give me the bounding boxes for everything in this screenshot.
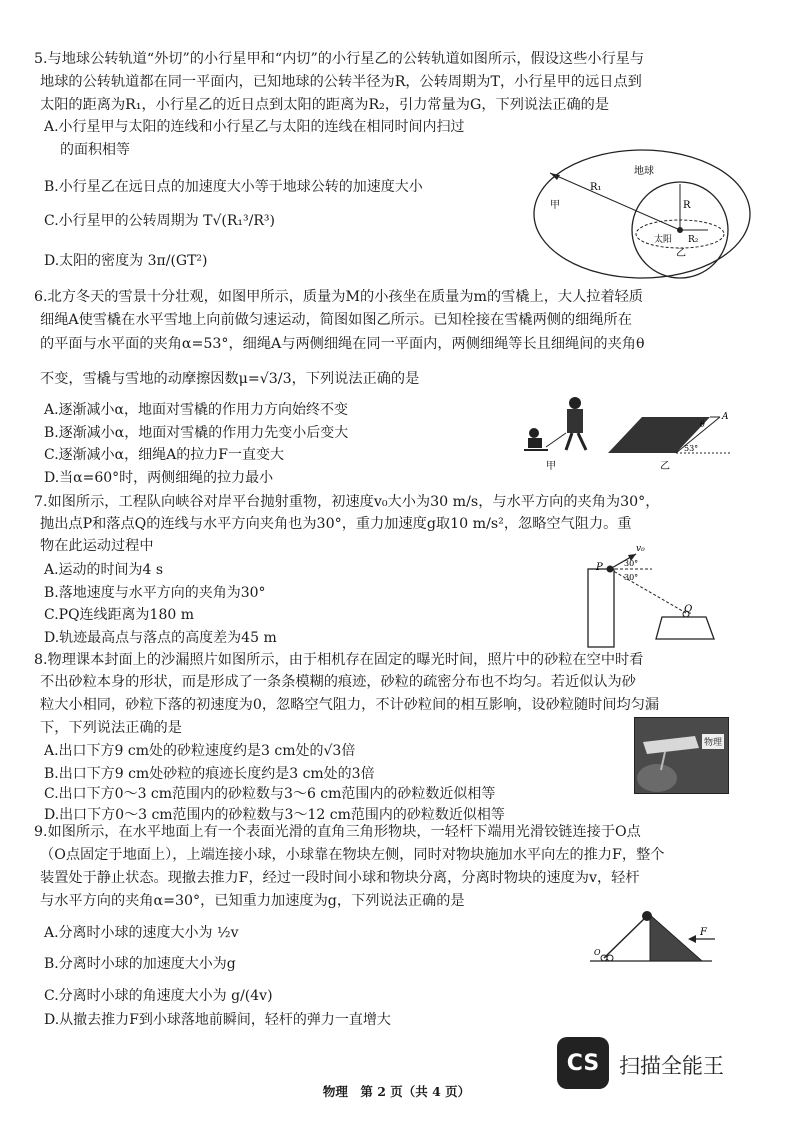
q6-fig-label-a: A	[722, 412, 729, 422]
q5-option-a-line1: A.小行星甲与太阳的连线和小行星乙与太阳的连线在相同时间内扫过	[44, 119, 465, 135]
q6-option-d: D.当α=60°时，两侧细绳的拉力最小	[44, 470, 274, 486]
q5-fig-label-r: R	[683, 200, 691, 211]
q8-stem-line4: 下，下列说法正确的是	[40, 720, 182, 736]
q7-stem-line2: 抛出点P和落点Q的连线与水平方向夹角也为30°，重力加速度g取10 m/s²，忽略空气阻力。重	[40, 516, 632, 532]
q6-stem-line4: 不变，雪橇与雪地的动摩擦因数μ=√3/3，下列说法正确的是	[40, 371, 420, 387]
q9-stem-line1: 9.如图所示，在水平地面上有一个表面光滑的直角三角形物块，一轻杆下端用光滑铰链连接于O点	[34, 824, 641, 840]
q5-option-d: D.太阳的密度为 3π/(GT²)	[44, 253, 208, 269]
q9-option-a: A.分离时小球的速度大小为 ½v	[44, 925, 239, 941]
q7-option-c: C.PQ连线距离为180 m	[44, 607, 195, 623]
page-footer: 物理 第 2 页（共 4 页）	[322, 1084, 471, 1099]
q8-stem-line3: 粒大小相同，砂粒下落的初速度为0，忽略空气阻力，不计砂粒间的相互影响，设砂粒随时间均匀漏	[40, 697, 660, 713]
q9-stem-line2: （O点固定于地面上），上端连接小球，小球靠在物块左侧，同时对物块施加水平向左的推力F，整个	[40, 847, 665, 863]
q7-option-a: A.运动的时间为4 s	[44, 562, 164, 578]
q5-stem-line2: 地球的公转轨道都在同一平面内，已知地球的公转半径为R，公转周期为T，小行星甲的远日点到	[40, 74, 642, 90]
camscanner-logo-icon: CS	[557, 1037, 609, 1089]
q7-fig-label-30b: 30°	[624, 573, 639, 582]
q6-stem-line3: 的平面与水平面的夹角α=53°，细绳A与两侧细绳在同一平面内，两侧细绳等长且细绳间的夹角θ	[40, 336, 645, 352]
q9-fig-label-o: O	[594, 948, 601, 957]
q6-stem-line1: 6.北方冬天的雪景十分壮观，如图甲所示，质量为M的小孩坐在质量为m的雪橇上，大人拉着轻质	[34, 289, 644, 305]
q5-fig-label-yi: 乙	[676, 248, 686, 259]
q5-option-b: B.小行星乙在远日点的加速度大小等于地球公转的加速度大小	[44, 179, 423, 195]
q6-option-c: C.逐渐减小α，细绳A的拉力F一直变大	[44, 447, 284, 463]
hourglass-photo-graphic	[635, 718, 728, 793]
q8-option-d: D.出口下方0～3 cm范围内的砂粒数与3～12 cm范围内的砂粒数近似相等	[44, 807, 505, 823]
q7-projectile-diagram	[580, 535, 730, 650]
q6-fig-label-angle: 53°	[684, 444, 699, 453]
q8-option-a: A.出口下方9 cm处的砂粒速度约是3 cm处的√3倍	[44, 743, 356, 759]
q6-fig-label-theta: θ	[700, 420, 705, 429]
q7-stem-line1: 7.如图所示，工程队向峡谷对岸平台抛射重物，初速度v₀大小为30 m/s，与水平方向的夹角为30°，	[34, 494, 660, 510]
q8-stem-line1: 8.物理课本封面上的沙漏照片如图所示，由于相机存在固定的曝光时间，照片中的砂粒在空中时看	[34, 652, 644, 668]
q5-fig-label-r1: R₁	[590, 182, 602, 193]
q5-fig-label-jia: 甲	[550, 200, 560, 211]
q7-option-d: D.轨迹最高点与落点的高度差为45 m	[44, 630, 277, 646]
q7-option-b: B.落地速度与水平方向的夹角为30°	[44, 585, 266, 601]
q9-fig-label-f: F	[700, 927, 707, 938]
q9-option-c: C.分离时小球的角速度大小为 g/(4v)	[44, 988, 273, 1004]
q6-stem-line2: 细绳A使雪橇在水平雪地上向前做匀速运动，简图如图乙所示。已知栓接在雪橇两侧的细绳所在	[40, 312, 632, 328]
q7-fig-label-p: P	[596, 562, 603, 573]
q7-fig-label-v0: v₀	[636, 544, 645, 554]
q7-fig-label-30a: 30°	[624, 559, 639, 568]
q8-photo-label: 物理	[702, 734, 724, 749]
camscanner-watermark-text: 扫描全能王	[619, 1054, 724, 1078]
q9-rod-wedge-diagram	[590, 905, 725, 975]
q8-hourglass-photo	[634, 717, 729, 794]
q6-sled-diagram	[520, 395, 745, 475]
q5-option-a-line2: 的面积相等	[60, 142, 130, 158]
q9-option-d: D.从撤去推力F到小球落地前瞬间，轻杆的弹力一直增大	[44, 1012, 391, 1028]
q9-stem-line4: 与水平方向的夹角α=30°，已知重力加速度为g，下列说法正确的是	[40, 893, 465, 909]
q8-stem-line2: 不出砂粒本身的形状，而是形成了一条条模糊的痕迹，砂粒的疏密分布也不均匀。若近似认为砂	[40, 674, 636, 690]
q5-fig-label-r2: R₂	[688, 235, 699, 245]
q5-stem-line1: 5.与地球公转轨道“外切”的小行星甲和“内切”的小行星乙的公转轨道如图所示，假设这些小行星与	[34, 51, 645, 67]
q6-fig-label-jia: 甲	[546, 461, 556, 472]
q9-stem-line3: 装置处于静止状态。现撤去推力F，经过一段时间小球和物块分离，分离时物块的速度为v，轻杆	[40, 870, 640, 886]
q5-fig-label-sun: 太阳	[654, 235, 673, 245]
q7-stem-line3: 物在此运动过程中	[40, 538, 154, 554]
q5-stem-line3: 太阳的距离为R₁，小行星乙的近日点到太阳的距离为R₂，引力常量为G，下列说法正确的是	[40, 97, 610, 113]
q8-option-c: C.出口下方0～3 cm范围内的砂粒数与3～6 cm范围内的砂粒数近似相等	[44, 786, 496, 802]
q6-option-b: B.逐渐减小α，地面对雪橇的作用力先变小后变大	[44, 425, 349, 441]
q6-option-a: A.逐渐减小α，地面对雪橇的作用力方向始终不变	[44, 402, 349, 418]
q8-option-b: B.出口下方9 cm处砂粒的痕迹长度约是3 cm处的3倍	[44, 766, 375, 782]
q5-fig-label-earth: 地球	[634, 166, 654, 177]
q9-option-b: B.分离时小球的加速度大小为g	[44, 956, 236, 972]
q5-orbit-diagram	[530, 138, 755, 283]
q6-fig-label-yi: 乙	[660, 461, 670, 472]
q5-option-c: C.小行星甲的公转周期为 T√(R₁³/R³)	[44, 213, 275, 229]
q7-fig-label-q: Q	[684, 604, 693, 615]
